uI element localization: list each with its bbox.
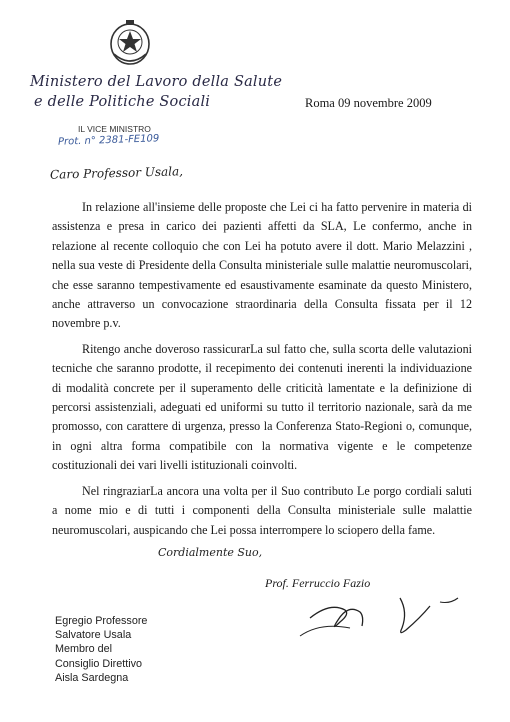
handwritten-signature — [290, 582, 480, 642]
letter-date: Roma 09 novembre 2009 — [305, 96, 432, 110]
signer-name: Prof. Ferruccio Fazio — [265, 576, 371, 590]
ministry-name-line2: e delle Politiche Sociali — [34, 94, 211, 110]
italian-republic-emblem-icon — [108, 18, 152, 68]
addressee-line: Salvatore Usala — [55, 629, 132, 642]
protocol-number: Prot. n° 2381-FE109 — [57, 133, 160, 148]
body-paragraph: Nel ringraziarLa ancora una volta per il Suo contributo Le porgo cordiali saluti a nome mio e di tutti i componenti della Consulta ministeriale sulle malattie neuromuscolari, auspicando che Lei possa interrompere lo sciopero della fame. — [52, 483, 472, 537]
closing-handwritten: Cordialmente Suo, — [158, 546, 263, 559]
salutation: Caro Professor Usala, — [49, 164, 184, 182]
addressee-line: Membro del — [55, 643, 113, 656]
vice-minister-label: IL VICE MINISTRO — [78, 124, 151, 134]
addressee-line: Consiglio Direttivo — [55, 657, 143, 670]
letter-body — [52, 198, 472, 546]
body-paragraph: Ritengo anche doveroso rassicurarLa sul fatto che, sulla scorta delle valutazioni tecniche che saranno prodotte, il recepimento dei contenuti inerenti la individuazione di modalità concrete per il superamento delle criticità lamentate e la definizione di percorsi assistenziali, adeguati ed uniformi su tutto il territorio nazionale, sarà da me promosso, con carattere di urgenza, presso la Conferenza Stato-Regioni o, comunque, in ogni altra forma compatibile con la normativa vigente e le competenze costituzionali dei vari livelli istituzionali coinvolti. — [52, 341, 472, 473]
addressee-block — [55, 614, 147, 685]
addressee-line: Egregio Professore — [55, 615, 148, 627]
body-paragraph: In relazione all'insieme delle proposte che Lei ci ha fatto pervenire in materia di assistenza e presa in carico dei pazienti affetti da SLA, Le confermo, anche in relazione al recente colloquio che con Lei ha potuto avere il dott. Mario Melazzini , nella sua veste di Presidente della Consulta ministeriale sulle malattie neuromuscolari, che esse saranno tempestivamente ed esaustivamente esaminate da questo Ministero, anche attraverso un convocazione straordinaria della Consulta fissata per il 12 novembre p.v. — [52, 200, 472, 331]
ministry-name-line1: Ministero del Lavoro della Salute — [30, 74, 283, 90]
ministry-letterhead — [30, 72, 283, 112]
addressee-line: Aisla Sardegna — [55, 671, 129, 684]
